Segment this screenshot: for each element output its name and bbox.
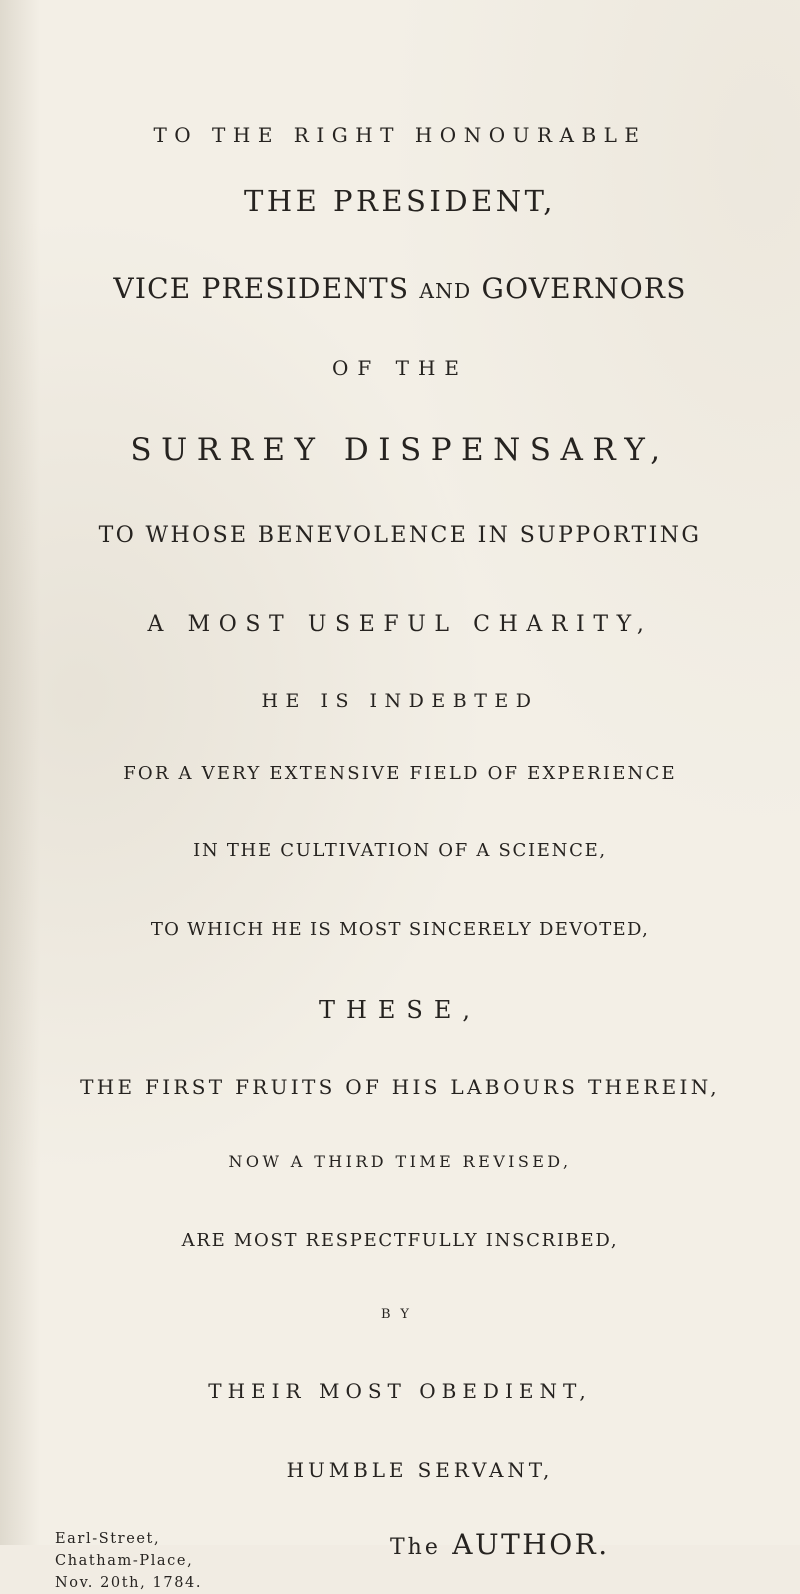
- dedication-line-inscribed: ARE MOST RESPECTFULLY INSCRIBED,: [181, 1230, 619, 1251]
- dedication-line-obedient: THEIR MOST OBEDIENT,: [208, 1379, 592, 1403]
- dedication-line-vice-presidents: [0, 272, 800, 305]
- dedication-line-the-president: THE PRESIDENT,: [244, 184, 556, 218]
- dedication-line-humble-servant: HUMBLE SERVANT,: [286, 1458, 554, 1482]
- dedication-line-useful-charity: A MOST USEFUL CHARITY,: [147, 612, 653, 637]
- dedication-line-these: THESE,: [318, 996, 482, 1024]
- signature-the: The: [390, 1535, 441, 1560]
- dedication-line-surrey-dispensary: SURREY DISPENSARY,: [130, 432, 670, 468]
- dedication-line-devoted: TO WHICH HE IS MOST SINCERELY DEVOTED,: [150, 919, 650, 940]
- dedication-line-cultivation: IN THE CULTIVATION OF A SCIENCE,: [193, 840, 607, 861]
- signature-author: AUTHOR.: [452, 1528, 610, 1561]
- dedication-line-indebted: HE IS INDEBTED: [261, 690, 539, 712]
- dedication-line-by: BY: [381, 1307, 419, 1322]
- address-date: Nov. 20th, 1784.: [55, 1575, 203, 1591]
- dedication-line-benevolence: TO WHOSE BENEVOLENCE IN SUPPORTING: [98, 523, 702, 548]
- address-block: [55, 1528, 202, 1594]
- dedication-line-first-fruits: THE FIRST FRUITS OF HIS LABOURS THEREIN,: [80, 1075, 720, 1099]
- dedication-line-revised: NOW A THIRD TIME REVISED,: [228, 1152, 572, 1171]
- vice-presidents-text: VICE PRESIDENTS: [113, 272, 410, 305]
- dedication-line-to-the-right-honourable: TO THE RIGHT HONOURABLE: [153, 123, 647, 147]
- governors-text: GOVERNORS: [481, 272, 687, 305]
- and-small-caps: AND: [419, 279, 472, 303]
- address-street: Earl-Street,: [55, 1531, 161, 1547]
- dedication-line-experience: FOR A VERY EXTENSIVE FIELD OF EXPERIENCE: [123, 763, 677, 784]
- address-place: Chatham-Place,: [55, 1553, 194, 1569]
- dedication-line-of-the: OF THE: [331, 356, 468, 380]
